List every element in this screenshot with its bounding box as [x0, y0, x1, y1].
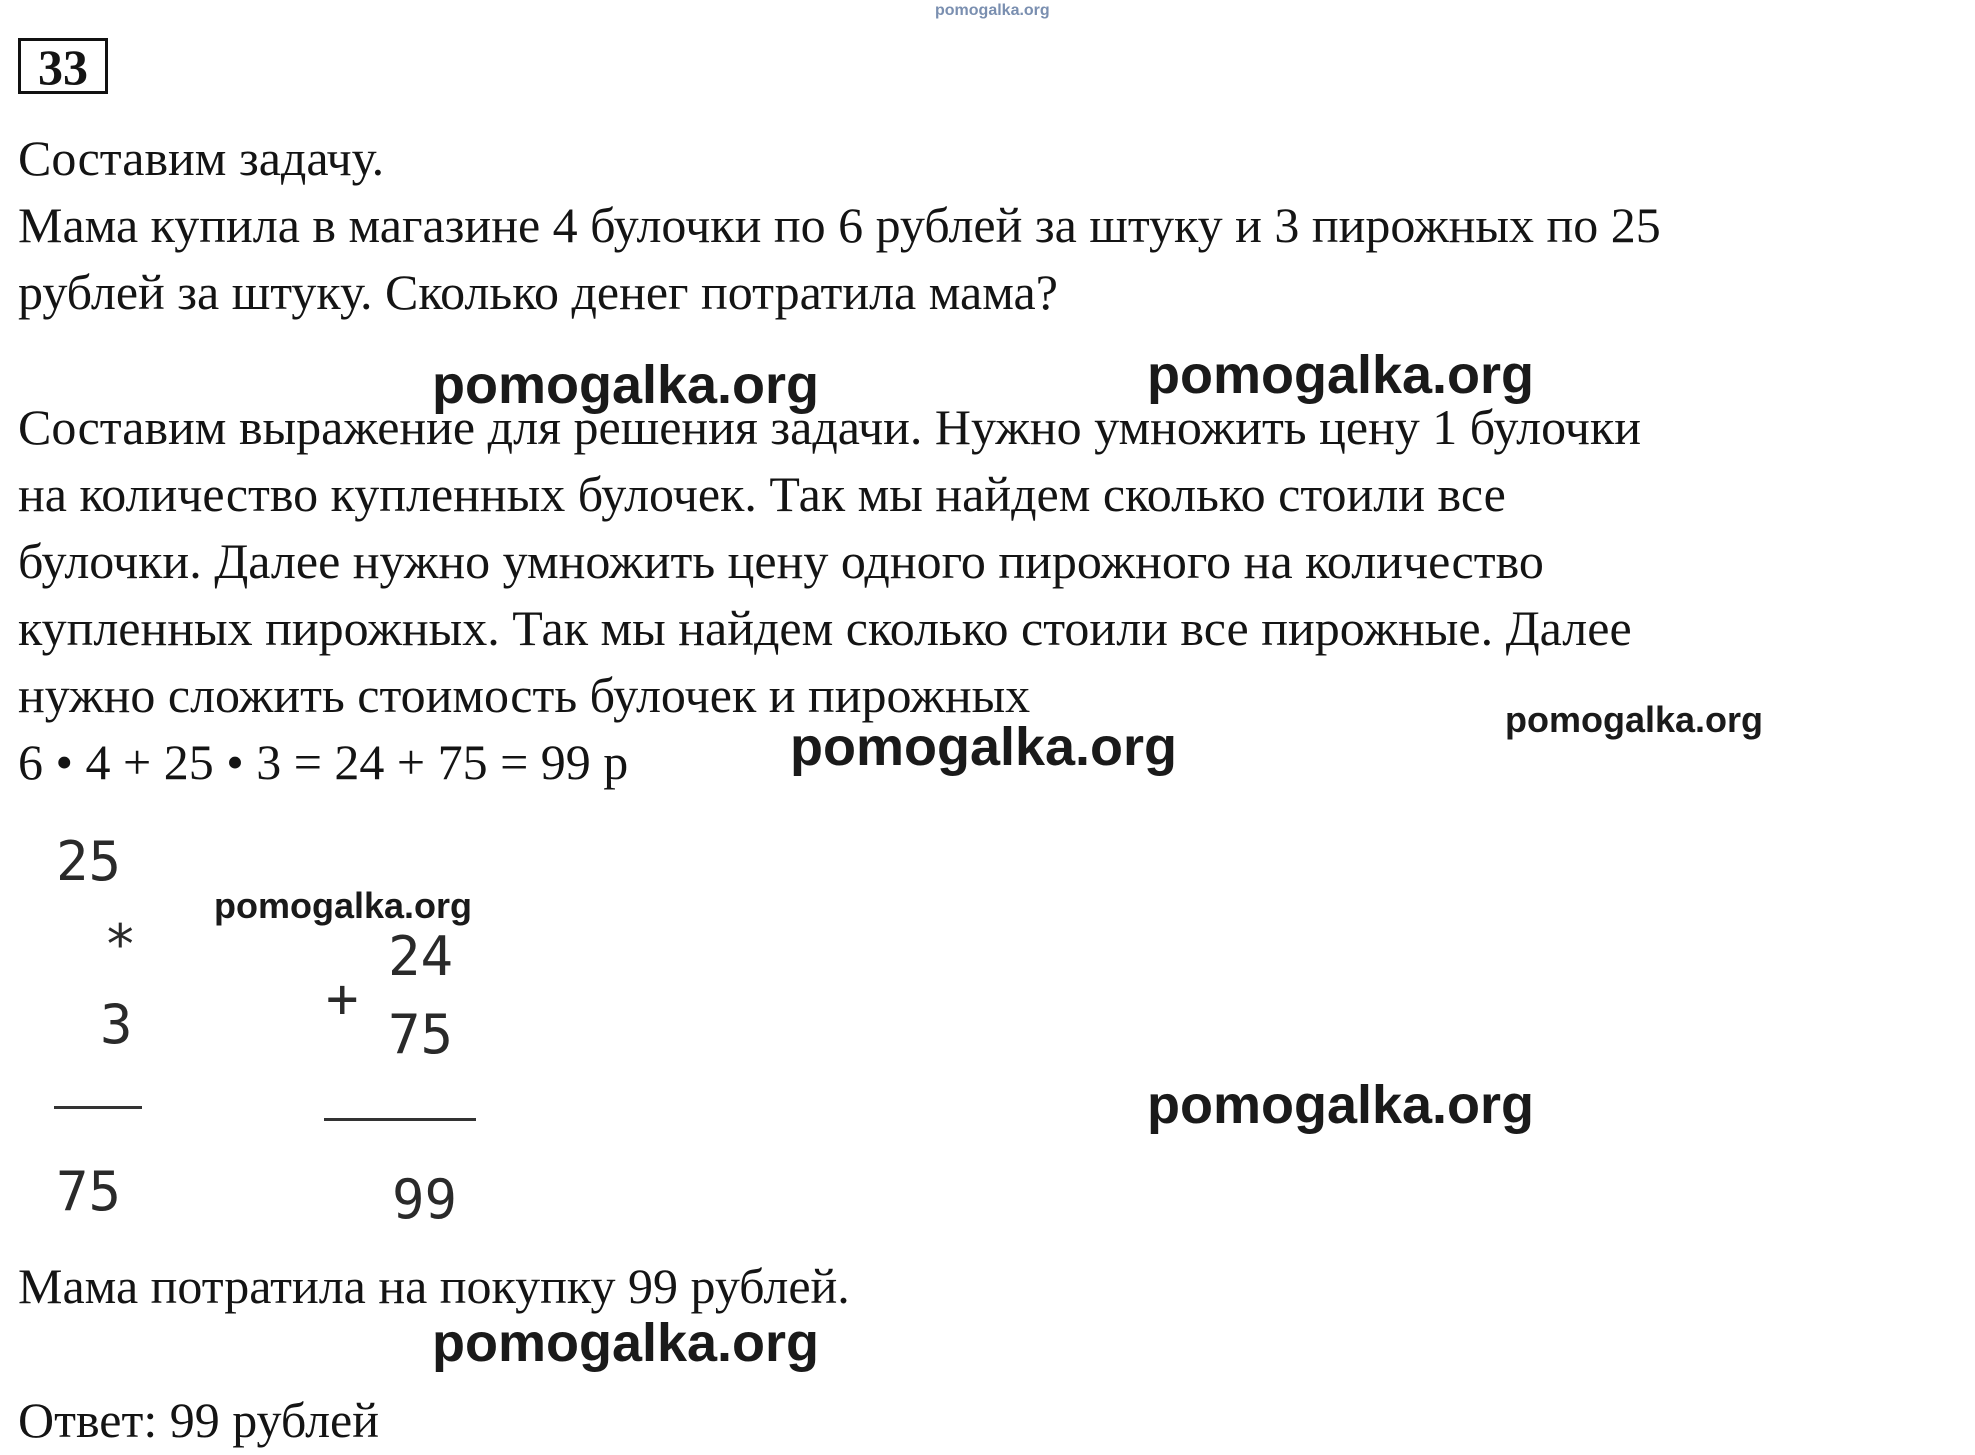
- watermark-5: pomogalka.org: [214, 885, 473, 926]
- text-line-4: Составим выражение для решения задачи. Нужно умножить цену 1 булочки: [18, 399, 1641, 455]
- watermark-3: pomogalka.org: [790, 717, 1178, 777]
- multiplication-bottom-number: 3: [100, 993, 133, 1056]
- text-line-8: нужно сложить стоимость булочек и пирожных: [18, 667, 1031, 723]
- text-line-6: булочки. Далее нужно умножить цену одного пирожного на количество: [18, 533, 1544, 589]
- watermark-7: pomogalka.org: [432, 1313, 820, 1373]
- watermark-2: pomogalka.org: [1147, 345, 1535, 405]
- expression-line: 6 • 4 + 25 • 3 = 24 + 75 = 99 р: [18, 734, 629, 790]
- watermark-1: pomogalka.org: [432, 355, 820, 415]
- watermark-4: pomogalka.org: [1505, 699, 1764, 740]
- multiplication-rule: [54, 1106, 142, 1109]
- multiplication-operator: *: [104, 913, 137, 976]
- text-line-5: на количество купленных булочек. Так мы найдем сколько стоили все: [18, 466, 1506, 522]
- task-number-badge: 33: [18, 38, 108, 94]
- site-mark: pomogalka.org: [935, 2, 1050, 19]
- multiplication-result: 75: [56, 1160, 122, 1223]
- conclusion-line: Мама потратила на покупку 99 рублей.: [18, 1258, 850, 1314]
- watermark-6: pomogalka.org: [1147, 1075, 1535, 1135]
- text-line-1: Составим задачу.: [18, 130, 385, 186]
- answer-line: Ответ: 99 рублей: [18, 1392, 379, 1448]
- multiplication-top-number: 25: [56, 830, 122, 893]
- addition-rule: [324, 1118, 476, 1121]
- addition-operator: +: [326, 967, 359, 1030]
- text-line-2: Мама купила в магазине 4 булочки по 6 рублей за штуку и 3 пирожных по 25: [18, 197, 1661, 253]
- text-line-3: рублей за штуку. Сколько денег потратила мама?: [18, 264, 1058, 320]
- addition-result: 99: [392, 1168, 458, 1231]
- addition-top-number: 24: [388, 925, 454, 988]
- text-line-7: купленных пирожных. Так мы найдем сколько стоили все пирожные. Далее: [18, 600, 1632, 656]
- addition-bottom-number: 75: [388, 1003, 454, 1066]
